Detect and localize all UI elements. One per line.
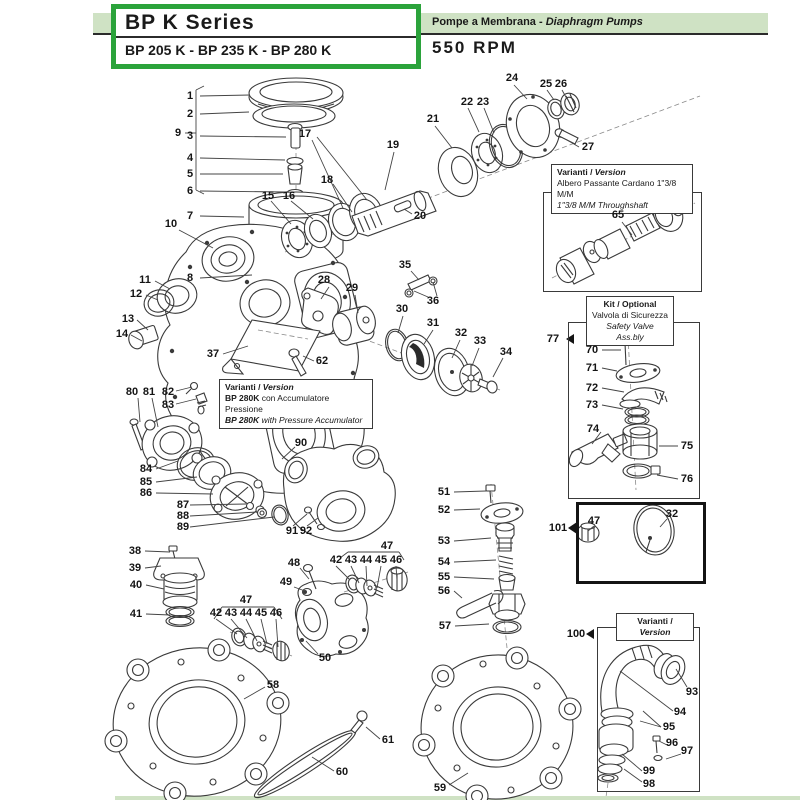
- part-label-26: 26: [554, 78, 568, 90]
- kit-box-title: Kit / Optional: [603, 299, 657, 309]
- bp280k-box-line1: BP 280K con Accumulatore Pressione: [225, 393, 330, 414]
- part-label-55: 55: [437, 571, 451, 583]
- part-label-54: 54: [437, 556, 451, 568]
- part-label-92: 92: [299, 525, 313, 537]
- part-label-94: 94: [673, 706, 687, 718]
- rpm-value: 550 RPM: [432, 38, 517, 57]
- part-label-82: 82: [161, 386, 175, 398]
- part-label-33: 33: [473, 335, 487, 347]
- part-label-41: 41: [129, 608, 143, 620]
- part-label-23: 23: [476, 96, 490, 108]
- part-label-25: 25: [539, 78, 553, 90]
- part-label-47: 47: [380, 540, 394, 552]
- subtitle-english: Diaphragm Pumps: [545, 16, 643, 28]
- part-label-85: 85: [139, 476, 153, 488]
- part-label-38: 38: [128, 545, 142, 557]
- part-label-50: 50: [318, 652, 332, 664]
- bp280k-box-line2: BP 280K with Pressure Accumulator: [225, 415, 363, 425]
- part-label-28: 28: [317, 274, 331, 286]
- part-label-37: 37: [206, 348, 220, 360]
- part-label-83: 83: [161, 399, 175, 411]
- part-label-84: 84: [139, 463, 153, 475]
- part-label-58: 58: [266, 679, 280, 691]
- part-label-47: 47: [239, 594, 253, 606]
- part-label-80: 80: [125, 386, 139, 398]
- part-label-57: 57: [438, 620, 452, 632]
- part-label-9: 9: [174, 127, 182, 139]
- model-list: BP 205 K - BP 235 K - BP 280 K: [125, 42, 332, 58]
- throughshaft-box-title: Varianti / Version: [557, 167, 626, 177]
- part-label-77: 77: [546, 333, 560, 345]
- part-label-6: 6: [186, 185, 194, 197]
- part-label-2: 2: [186, 108, 194, 120]
- part-label-47: 47: [587, 515, 601, 527]
- part-label-90: 90: [294, 437, 308, 449]
- part-label-59: 59: [433, 782, 447, 794]
- series-title: BP K Series: [116, 9, 416, 38]
- part-label-32: 32: [454, 327, 468, 339]
- part-label-101: 101: [548, 522, 568, 534]
- part-label-1: 1: [186, 90, 194, 102]
- part-label-8: 8: [186, 272, 194, 284]
- part-label-81: 81: [142, 386, 156, 398]
- part-label-43: 43: [344, 554, 358, 566]
- part-label-74: 74: [586, 423, 600, 435]
- kit-box-line2: Safety Valve Ass.bly: [606, 321, 654, 342]
- part-label-5: 5: [186, 168, 194, 180]
- part-label-71: 71: [585, 362, 599, 374]
- bottom-variant-box-title: Varianti / Version: [637, 616, 673, 637]
- part-label-49: 49: [279, 576, 293, 588]
- part-label-7: 7: [186, 210, 194, 222]
- part-label-86: 86: [139, 487, 153, 499]
- part-label-19: 19: [386, 139, 400, 151]
- part-label-89: 89: [176, 521, 190, 533]
- part-label-99: 99: [642, 765, 656, 777]
- part-label-36: 36: [426, 295, 440, 307]
- part-label-18: 18: [320, 174, 334, 186]
- part-label-16: 16: [282, 190, 296, 202]
- part-label-4: 4: [186, 152, 194, 164]
- bp280k-box-title: Varianti / Version: [225, 382, 294, 392]
- part-label-21: 21: [426, 113, 440, 125]
- part-label-32: 32: [665, 508, 679, 520]
- part-label-10: 10: [164, 218, 178, 230]
- part-label-46: 46: [389, 554, 403, 566]
- part-label-15: 15: [261, 190, 275, 202]
- throughshaft-box-line2: 1"3/8 M/M Throughshaft: [557, 200, 648, 210]
- part-label-56: 56: [437, 585, 451, 597]
- part-label-46: 46: [269, 607, 283, 619]
- part-label-73: 73: [585, 399, 599, 411]
- part-label-43: 43: [224, 607, 238, 619]
- part-label-40: 40: [129, 579, 143, 591]
- part-label-3: 3: [186, 130, 194, 142]
- part-label-39: 39: [128, 562, 142, 574]
- part-label-45: 45: [254, 607, 268, 619]
- part-label-97: 97: [680, 745, 694, 757]
- part-label-60: 60: [335, 766, 349, 778]
- throughshaft-box-line1: Albero Passante Cardano 1"3/8 M/M: [557, 178, 677, 199]
- part-label-42: 42: [209, 607, 223, 619]
- kit-box-line1: Valvola di Sicurezza: [592, 310, 668, 320]
- part-label-61: 61: [381, 734, 395, 746]
- part-label-88: 88: [176, 510, 190, 522]
- part-label-96: 96: [665, 737, 679, 749]
- part-label-17: 17: [298, 128, 312, 140]
- part-label-65: 65: [611, 209, 625, 221]
- part-label-95: 95: [662, 721, 676, 733]
- subtitle-italian: Pompe a Membrana -: [432, 16, 546, 28]
- part-label-12: 12: [129, 288, 143, 300]
- part-label-87: 87: [176, 499, 190, 511]
- part-label-93: 93: [685, 686, 699, 698]
- part-label-34: 34: [499, 346, 513, 358]
- part-label-42: 42: [329, 554, 343, 566]
- part-label-11: 11: [139, 274, 151, 286]
- part-label-14: 14: [115, 328, 129, 340]
- part-label-31: 31: [426, 317, 440, 329]
- part-label-24: 24: [505, 72, 519, 84]
- part-label-53: 53: [437, 535, 451, 547]
- part-label-76: 76: [680, 473, 694, 485]
- part-label-91: 91: [285, 525, 299, 537]
- part-label-27: 27: [581, 141, 595, 153]
- part-label-44: 44: [239, 607, 253, 619]
- part-label-98: 98: [642, 778, 656, 790]
- part-label-13: 13: [121, 313, 135, 325]
- part-label-52: 52: [437, 504, 451, 516]
- part-label-44: 44: [359, 554, 373, 566]
- part-label-62: 62: [315, 355, 329, 367]
- part-label-30: 30: [395, 303, 409, 315]
- part-label-22: 22: [460, 96, 474, 108]
- part-label-70: 70: [585, 344, 599, 356]
- part-label-48: 48: [287, 557, 301, 569]
- part-label-75: 75: [680, 440, 694, 452]
- part-label-35: 35: [398, 259, 412, 271]
- part-label-51: 51: [437, 486, 451, 498]
- part-label-100: 100: [566, 628, 586, 640]
- part-label-20: 20: [413, 210, 427, 222]
- part-label-45: 45: [374, 554, 388, 566]
- part-label-72: 72: [585, 382, 599, 394]
- part-label-29: 29: [345, 282, 359, 294]
